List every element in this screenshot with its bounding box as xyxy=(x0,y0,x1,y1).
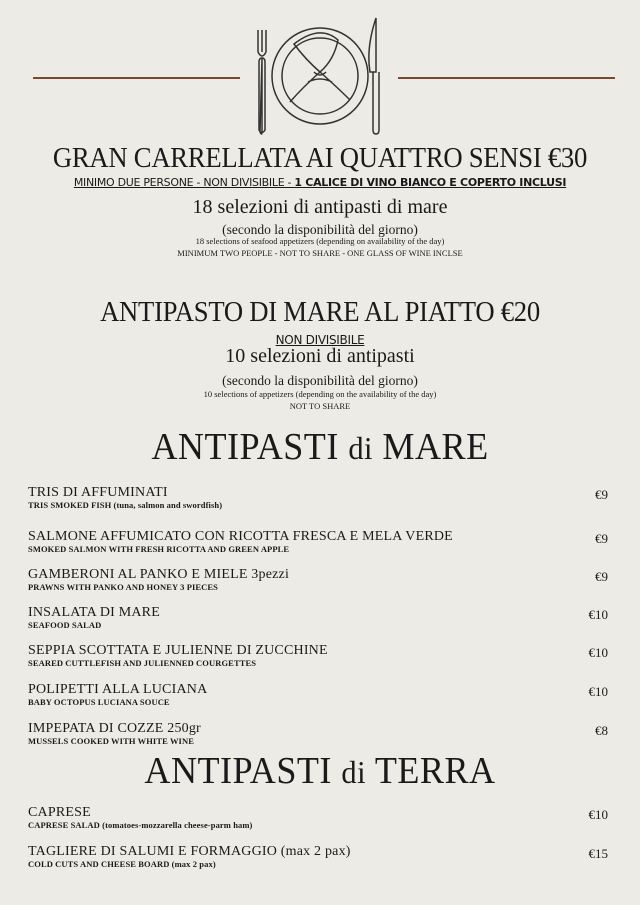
carrellata-conditions-plain: MINIMO DUE PERSONE - NON DIVISIBILE - xyxy=(73,176,295,189)
menu-item xyxy=(28,682,608,707)
item-description: SEAFOOD SALAD xyxy=(28,620,102,630)
menu-item xyxy=(28,485,608,510)
item-price: €10 xyxy=(588,684,608,699)
menu-item xyxy=(28,529,608,554)
item-description: SEARED CUTTLEFISH AND JULIENNED COURGETTES xyxy=(28,658,257,668)
piatto-title: ANTIPASTO DI MARE AL PIATTO €20 xyxy=(100,296,540,328)
section-title-word: ANTIPASTI xyxy=(144,750,342,792)
menu-item xyxy=(28,844,608,869)
item-description: MUSSELS COOKED WITH WHITE WINE xyxy=(28,736,194,746)
divider-left xyxy=(33,77,240,79)
carrellata-selections: 18 selezioni di antipasti di mare xyxy=(192,196,448,218)
carrellata-availability: (secondo la disponibilità del giorno) xyxy=(222,222,418,237)
item-description: SMOKED SALMON WITH FRESH RICOTTA AND GREEN APPLE xyxy=(28,544,290,554)
piatto-selections: 10 selezioni di antipasti xyxy=(225,345,415,367)
item-description: PRAWNS WITH PANKO AND HONEY 3 PIECES xyxy=(28,582,218,592)
piatto-english-conditions: NOT TO SHARE xyxy=(289,401,351,411)
item-price: €10 xyxy=(588,607,608,622)
item-description: COLD CUTS AND CHEESE BOARD (max 2 pax) xyxy=(28,859,216,869)
item-price: €8 xyxy=(595,723,608,738)
item-price: €10 xyxy=(588,645,608,660)
menu-item xyxy=(28,567,608,592)
item-name: INSALATA DI MARE xyxy=(28,605,160,620)
carrellata-title: GRAN CARRELLATA AI QUATTRO SENSI €30 xyxy=(52,142,588,174)
section-title-mare xyxy=(16,425,624,469)
section-title-word: MARE xyxy=(372,426,489,468)
item-description: BABY OCTOPUS LUCIANA SOUCE xyxy=(28,697,170,707)
item-price: €10 xyxy=(588,807,608,822)
menu-item xyxy=(28,605,608,630)
menu-item xyxy=(28,643,608,668)
item-name: CAPRESE xyxy=(28,805,91,820)
item-price: €9 xyxy=(595,531,608,546)
item-description: TRIS SMOKED FISH (tuna, salmon and swordfish) xyxy=(28,500,223,510)
item-name: TRIS DI AFFUMINATI xyxy=(28,485,168,500)
section-title-word: ANTIPASTI xyxy=(151,426,349,468)
section-title-word: di xyxy=(348,430,373,466)
carrellata-english-conditions: MINIMUM TWO PEOPLE - NOT TO SHARE - ONE GLASS OF WINE INCLSE xyxy=(177,248,463,258)
item-name: POLIPETTI ALLA LUCIANA xyxy=(28,682,208,697)
item-price: €9 xyxy=(595,569,608,584)
item-name: SEPPIA SCOTTATA E JULIENNE DI ZUCCHINE xyxy=(28,643,328,658)
section-title-word: di xyxy=(341,754,367,790)
piatto-conditions: NON DIVISIBILE xyxy=(275,333,365,347)
item-price: €15 xyxy=(588,846,608,861)
piatto-english: 10 selections of appetizers (depending on the availability of the day) xyxy=(203,389,437,399)
item-name: IMPEPATA DI COZZE 250gr xyxy=(28,721,201,736)
section-title-word: TERRA xyxy=(366,750,496,792)
item-description: CAPRESE SALAD (tomatoes-mozzarella cheese-parm ham) xyxy=(28,820,253,830)
carrellata-conditions xyxy=(0,176,640,189)
item-name: GAMBERONI AL PANKO E MIELE 3pezzi xyxy=(28,567,290,582)
section-title-terra xyxy=(16,749,624,793)
menu-item xyxy=(28,805,608,830)
item-name: SALMONE AFFUMICATO CON RICOTTA FRESCA E MELA VERDE xyxy=(28,529,453,544)
divider-right xyxy=(398,77,615,79)
item-price: €9 xyxy=(595,487,608,502)
item-name: TAGLIERE DI SALUMI E FORMAGGIO (max 2 pax) xyxy=(28,844,351,859)
menu-item xyxy=(28,721,608,746)
piatto-availability: (secondo la disponibilità del giorno) xyxy=(222,373,418,388)
carrellata-english: 18 selections of seafood appetizers (depending on availability of the day) xyxy=(195,236,445,246)
fork-plate-knife-icon xyxy=(250,14,390,138)
carrellata-conditions-bold: 1 CALICE DI VINO BIANCO E COPERTO INCLUSI xyxy=(294,176,567,189)
